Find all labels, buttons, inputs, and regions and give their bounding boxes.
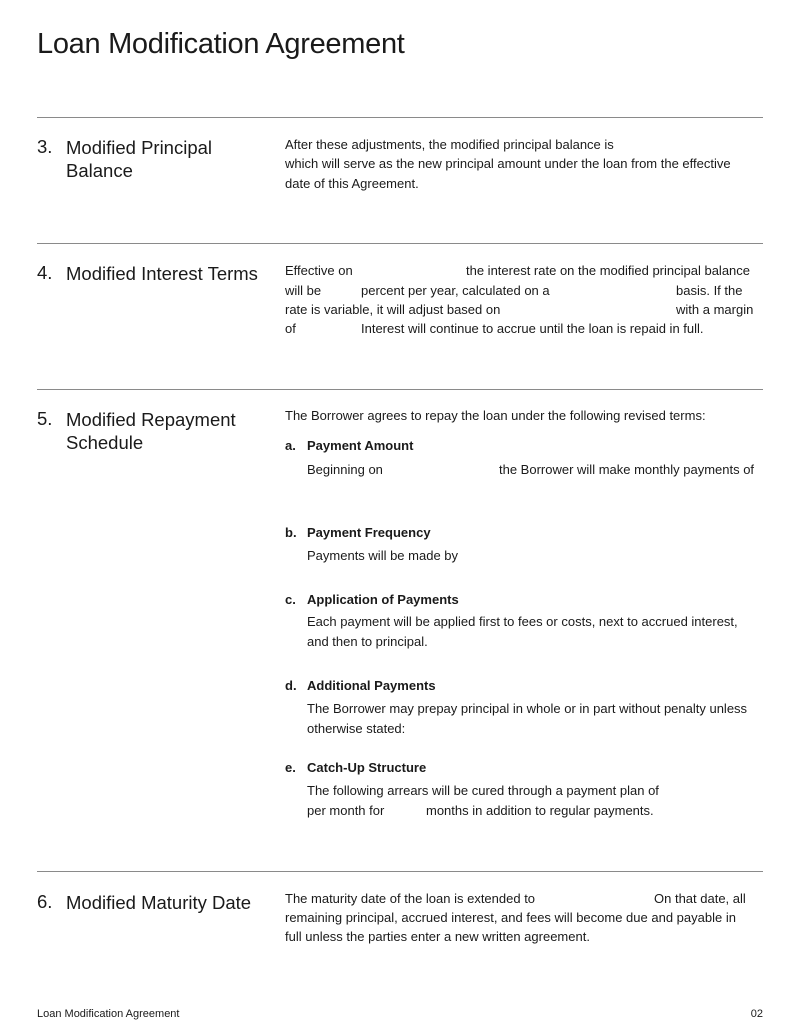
- item-text: Payments will be made by: [307, 548, 459, 563]
- item-label: Payment Amount: [307, 438, 414, 453]
- item-text: Beginning on: [307, 462, 383, 477]
- item-label: Catch-Up Structure: [307, 760, 427, 775]
- item-letter: e.: [285, 760, 296, 775]
- section-text: date of this Agreement.: [285, 176, 419, 191]
- item-text: The following arrears will be cured through a payment plan of: [307, 783, 659, 798]
- page-number: 02: [750, 1008, 763, 1020]
- section-heading: Modified Repayment Schedule: [66, 409, 236, 453]
- divider: [37, 243, 763, 244]
- section-heading: Modified Interest Terms: [66, 263, 258, 284]
- section-text: On that date, all: [654, 891, 746, 906]
- item-text: and then to principal.: [307, 634, 428, 649]
- item-label: Payment Frequency: [307, 525, 431, 540]
- divider: [37, 389, 763, 390]
- section-number: 6.: [37, 891, 53, 912]
- section-heading: Modified Principal Balance: [66, 137, 213, 181]
- item-text: the Borrower will make monthly payments of: [499, 462, 755, 477]
- section-number: 4.: [37, 262, 53, 283]
- section-text: rate is variable, it will adjust based on: [285, 302, 501, 317]
- item-letter: b.: [285, 525, 297, 540]
- item-letter: d.: [285, 678, 297, 693]
- section-text: which will serve as the new principal amount under the loan from the effective: [285, 156, 731, 171]
- section-number: 3.: [37, 136, 53, 157]
- divider: [37, 117, 763, 118]
- section-text: of: [285, 321, 296, 336]
- section-text: with a margin: [676, 302, 754, 317]
- item-text: Each payment will be applied first to fees or costs, next to accrued interest,: [307, 614, 738, 629]
- divider: [37, 871, 763, 872]
- page-title: Loan Modification Agreement: [37, 28, 405, 60]
- section-text: full unless the parties enter a new written agreement.: [285, 929, 590, 944]
- section-text: the interest rate on the modified principal balance: [466, 263, 751, 278]
- section-text: Effective on: [285, 263, 353, 278]
- section-text: After these adjustments, the modified principal balance is: [285, 137, 614, 152]
- section-text: The maturity date of the loan is extended to: [285, 891, 536, 906]
- footer-title: Loan Modification Agreement: [37, 1008, 180, 1020]
- section-text: basis. If the: [676, 283, 743, 298]
- item-text: months in addition to regular payments.: [426, 803, 654, 818]
- item-text: The Borrower may prepay principal in whole or in part without penalty unless: [307, 701, 748, 716]
- item-letter: a.: [285, 438, 296, 453]
- section-intro: The Borrower agrees to repay the loan under the following revised terms:: [285, 408, 706, 423]
- item-letter: c.: [285, 592, 296, 607]
- item-text: per month for: [307, 803, 385, 818]
- item-label: Application of Payments: [307, 592, 459, 607]
- section-text: remaining principal, accrued interest, and fees will become due and payable in: [285, 910, 736, 925]
- item-label: Additional Payments: [307, 678, 436, 693]
- section-number: 5.: [37, 408, 53, 429]
- item-text: otherwise stated:: [307, 721, 406, 736]
- section-heading: Modified Maturity Date: [66, 892, 252, 913]
- section-text: Interest will continue to accrue until the loan is repaid in full.: [361, 321, 704, 336]
- section-text: percent per year, calculated on a: [361, 283, 550, 298]
- section-text: will be: [285, 283, 322, 298]
